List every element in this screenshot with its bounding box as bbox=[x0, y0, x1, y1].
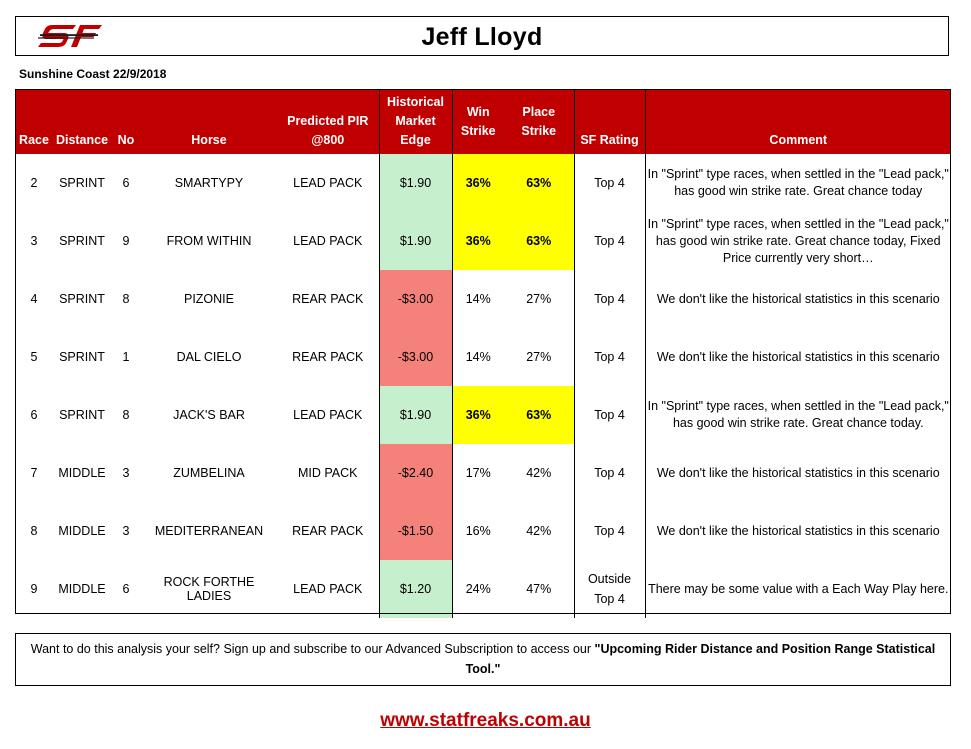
race-cell: 7 bbox=[30, 466, 38, 480]
win-strike-cell: 14% bbox=[465, 350, 491, 364]
sf-rating-cell bbox=[574, 444, 645, 502]
no-cell: 3 bbox=[122, 466, 130, 480]
win-strike-cell: 14% bbox=[465, 292, 491, 306]
comment-cell: In "Sprint" type races, when settled in the "Lead pack," has good win strike rate. Great chance today bbox=[647, 167, 949, 198]
distance-cell: MIDDLE bbox=[58, 524, 106, 538]
footer-tool-name: "Upcoming Rider Distance and Position Range Statistical Tool." bbox=[465, 642, 936, 676]
market-edge-cell: $1.90 bbox=[379, 212, 452, 270]
comment-cell: In "Sprint" type races, when settled in the "Lead pack," has good win strike rate. Great chance today. bbox=[647, 399, 949, 430]
col-distance: Distance bbox=[53, 89, 111, 154]
table-row bbox=[15, 560, 951, 618]
sf-rating-cell bbox=[574, 560, 645, 618]
win-strike-cell: 24% bbox=[465, 582, 491, 596]
pir-cell: LEAD PACK bbox=[293, 408, 363, 422]
sf-rating-line: Top 4 bbox=[594, 524, 625, 538]
sf-rating-cell bbox=[574, 386, 645, 444]
sf-rating-line: Top 4 bbox=[594, 350, 625, 364]
sf-rating-line: Top 4 bbox=[594, 408, 625, 422]
horse-cell: ROCK FORTHE LADIES bbox=[163, 575, 255, 603]
pir-cell: MID PACK bbox=[298, 466, 358, 480]
col-market-edge: Historical Market Edge bbox=[379, 89, 452, 154]
place-strike-cell: 63% bbox=[504, 154, 574, 212]
race-cell: 8 bbox=[30, 524, 38, 538]
race-cell: 3 bbox=[30, 234, 38, 248]
comment-cell: We don't like the historical statistics in this scenario bbox=[656, 523, 940, 538]
distance-cell: SPRINT bbox=[59, 176, 105, 190]
market-edge-cell: -$2.40 bbox=[379, 444, 452, 502]
place-strike-cell: 63% bbox=[504, 386, 574, 444]
pir-cell: REAR PACK bbox=[292, 524, 364, 538]
comment-cell: We don't like the historical statistics in this scenario bbox=[656, 349, 940, 364]
win-strike-cell: 16% bbox=[465, 524, 491, 538]
comment-cell: In "Sprint" type races, when settled in the "Lead pack," has good win strike rate. Great chance today, Fixed Price currently very short… bbox=[647, 216, 949, 265]
distance-cell: SPRINT bbox=[59, 408, 105, 422]
col-no: No bbox=[111, 89, 141, 154]
pir-cell: REAR PACK bbox=[292, 350, 364, 364]
sf-rating-cell bbox=[574, 502, 645, 560]
table-row bbox=[15, 212, 951, 270]
race-cell: 2 bbox=[30, 176, 38, 190]
sf-rating-line: Top 4 bbox=[594, 592, 625, 606]
horse-cell: FROM WITHIN bbox=[166, 234, 252, 248]
no-cell: 6 bbox=[122, 582, 130, 596]
market-edge-cell: $1.90 bbox=[379, 154, 452, 212]
pir-cell: LEAD PACK bbox=[293, 176, 363, 190]
horse-cell: PIZONIE bbox=[183, 292, 234, 306]
pir-cell: REAR PACK bbox=[292, 292, 364, 306]
distance-cell: MIDDLE bbox=[58, 582, 106, 596]
col-sf-rating: SF Rating bbox=[574, 89, 645, 154]
sf-rating-line: Top 4 bbox=[594, 234, 625, 248]
race-cell: 5 bbox=[30, 350, 38, 364]
col-horse: Horse bbox=[141, 89, 277, 154]
market-edge-cell: -$3.00 bbox=[379, 328, 452, 386]
sf-rating-line: Top 4 bbox=[594, 292, 625, 306]
distance-cell: MIDDLE bbox=[58, 466, 106, 480]
comment-cell: We don't like the historical statistics in this scenario bbox=[656, 465, 940, 480]
no-cell: 9 bbox=[122, 234, 130, 248]
header-box bbox=[15, 16, 949, 56]
table-row bbox=[15, 154, 951, 212]
distance-cell: SPRINT bbox=[59, 292, 105, 306]
table-row bbox=[15, 502, 951, 560]
race-cell: 9 bbox=[30, 582, 38, 596]
market-edge-cell: -$1.50 bbox=[379, 502, 452, 560]
col-comment: Comment bbox=[645, 89, 951, 154]
win-strike-cell: 36% bbox=[452, 212, 504, 270]
place-strike-cell: 63% bbox=[504, 212, 574, 270]
place-strike-cell: 47% bbox=[504, 560, 574, 618]
race-cell: 6 bbox=[30, 408, 38, 422]
table-row bbox=[15, 444, 951, 502]
sf-rating-cell bbox=[574, 270, 645, 328]
sf-rating-cell bbox=[574, 328, 645, 386]
win-strike-cell: 17% bbox=[465, 466, 491, 480]
distance-cell: SPRINT bbox=[59, 234, 105, 248]
market-edge-cell: $1.20 bbox=[379, 560, 452, 618]
place-strike-cell: 42% bbox=[504, 502, 574, 560]
race-cell: 4 bbox=[30, 292, 38, 306]
comment-cell: There may be some value with a Each Way Play here. bbox=[648, 581, 949, 596]
pir-cell: LEAD PACK bbox=[293, 582, 363, 596]
horse-cell: SMARTYPY bbox=[174, 176, 244, 190]
no-cell: 3 bbox=[122, 524, 130, 538]
sf-rating-cell bbox=[574, 212, 645, 270]
col-predicted-pir: Predicted PIR @800 bbox=[277, 89, 379, 154]
market-edge-cell: $1.90 bbox=[379, 386, 452, 444]
horse-cell: DAL CIELO bbox=[176, 350, 242, 364]
table-row bbox=[15, 270, 951, 328]
footer-promo bbox=[15, 633, 951, 686]
no-cell: 8 bbox=[122, 292, 130, 306]
distance-cell: SPRINT bbox=[59, 350, 105, 364]
table-row bbox=[15, 386, 951, 444]
place-strike-cell: 27% bbox=[504, 328, 574, 386]
no-cell: 8 bbox=[122, 408, 130, 422]
meeting-subtitle: Sunshine Coast 22/9/2018 bbox=[19, 67, 167, 81]
horse-cell: MEDITERRANEAN bbox=[154, 524, 264, 538]
no-cell: 6 bbox=[122, 176, 130, 190]
comment-cell: We don't like the historical statistics in this scenario bbox=[656, 291, 940, 306]
pir-cell: LEAD PACK bbox=[293, 234, 363, 248]
horse-cell: ZUMBELINA bbox=[173, 466, 245, 480]
win-strike-cell: 36% bbox=[452, 154, 504, 212]
win-strike-cell: 36% bbox=[452, 386, 504, 444]
page-title: Jeff Lloyd bbox=[421, 23, 543, 51]
horse-cell: JACK'S BAR bbox=[173, 408, 245, 422]
site-link[interactable]: www.statfreaks.com.au bbox=[380, 710, 591, 731]
sf-rating-line: Top 4 bbox=[594, 176, 625, 190]
col-race: Race bbox=[15, 89, 53, 154]
table-header-row bbox=[15, 89, 951, 154]
no-cell: 1 bbox=[122, 350, 130, 364]
place-strike-cell: 27% bbox=[504, 270, 574, 328]
race-table bbox=[15, 89, 951, 618]
sf-rating-line: Top 4 bbox=[594, 466, 625, 480]
col-win-strike: Win Strike bbox=[452, 89, 504, 154]
footer-text: Want to do this analysis your self? Sign up and subscribe to our Advanced Subscription to access our bbox=[30, 642, 595, 656]
sf-rating-cell bbox=[574, 154, 645, 212]
sf-rating-line: Outside bbox=[587, 572, 632, 586]
table-row bbox=[15, 328, 951, 386]
market-edge-cell: -$3.00 bbox=[379, 270, 452, 328]
place-strike-cell: 42% bbox=[504, 444, 574, 502]
col-place-strike: Place Strike bbox=[504, 89, 574, 154]
